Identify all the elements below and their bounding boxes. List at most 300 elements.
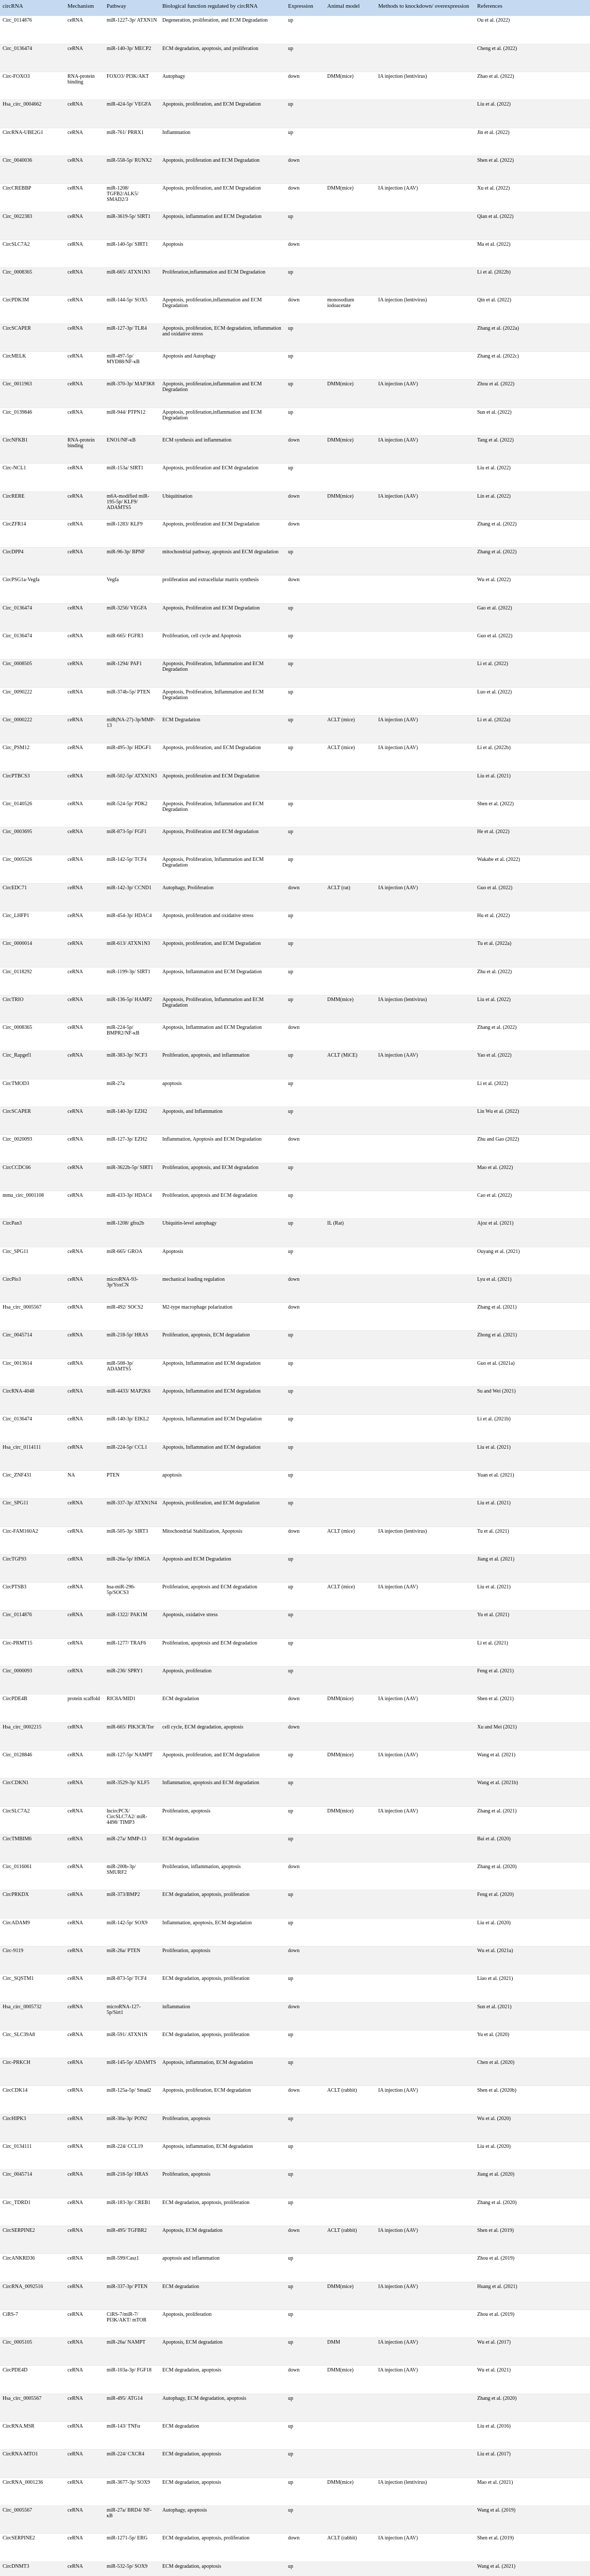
animal-model-cell — [325, 632, 376, 659]
function-cell: Apoptosis and ECM Degradation — [160, 1554, 285, 1582]
circrna-cell: Circ_ZNF431 — [3, 1472, 32, 1478]
mechanism-cell: ceRNA — [65, 212, 104, 240]
table-row — [0, 1638, 590, 1666]
table-row — [0, 1415, 590, 1443]
methods-cell — [376, 967, 475, 995]
animal-model-cell: monosodium iodoacetate — [327, 297, 355, 309]
table-row — [0, 352, 590, 380]
table-row — [0, 548, 590, 575]
animal-model-cell: ACLT (MiCE) — [325, 1051, 376, 1079]
methods-cell — [376, 939, 475, 967]
methods-cell — [376, 1415, 475, 1443]
mechanism-cell: ceRNA — [65, 2170, 104, 2198]
reference-cell: Zhu et al. (2022) — [477, 969, 512, 975]
function-cell: Apoptosis, ECM degradation — [160, 2226, 285, 2253]
pathway-cell: miR-1271-5p/ ERG — [107, 2535, 148, 2541]
reference-cell: Cao et al. (2022) — [477, 1192, 512, 1198]
mechanism-cell: ceRNA — [68, 2088, 83, 2094]
table-row — [0, 1163, 590, 1191]
table-row — [0, 1554, 590, 1582]
table-row — [0, 2534, 590, 2562]
pathway-cell: miR-873-5p/ TCF4 — [107, 1976, 147, 1982]
expression-cell: up — [285, 2282, 325, 2310]
methods-cell — [376, 687, 475, 715]
function-cell: Apoptosis, proliferation — [160, 1667, 285, 1694]
methods-cell: IA injection (lentivirus) — [378, 74, 427, 80]
methods-cell — [376, 827, 475, 855]
table-row — [0, 1778, 590, 1806]
expression-cell: up — [285, 939, 325, 967]
methods-cell — [376, 659, 475, 687]
circrna-cell: Circ_0040036 — [0, 156, 65, 183]
pathway-cell: microRNA-127-5p/Sirt1 — [104, 2002, 160, 2030]
pathway-cell: miR-140-3p/ MECP2 — [104, 44, 160, 72]
animal-model-cell — [325, 1778, 376, 1806]
col-header-circrna: circRNA — [0, 0, 65, 16]
function-cell: Apoptosis, proliferation,inflammation and ECM Degradation — [162, 297, 262, 309]
methods-cell — [376, 1890, 475, 1918]
table-row — [0, 2338, 590, 2366]
mechanism-cell: ceRNA — [65, 380, 104, 408]
pathway-cell: miR-599/Casz1 — [107, 2256, 139, 2262]
animal-model-cell — [325, 16, 376, 44]
pathway-cell: miR-200b-3p/ SMURF2 — [107, 1864, 136, 1876]
animal-model-cell — [325, 1974, 376, 2002]
expression-cell: up — [288, 2031, 293, 2038]
table-row — [0, 212, 590, 240]
circrna-cell: Circ_SLC39A8 — [3, 2031, 35, 2038]
expression-cell: up — [288, 1920, 293, 1926]
animal-model-cell — [325, 1135, 376, 1163]
reference-cell: Zhang et al. (2022) — [475, 548, 590, 575]
animal-model-cell — [325, 799, 376, 827]
circrna-cell: Circ_0136474 — [3, 1416, 32, 1422]
expression-cell: up — [288, 689, 293, 695]
animal-model-cell — [325, 575, 376, 603]
table-row — [0, 2086, 590, 2114]
expression-cell: up — [285, 659, 325, 687]
expression-cell: up — [285, 1890, 325, 1918]
expression-cell: down — [288, 1696, 300, 1702]
animal-model-cell: DMM(mice) — [327, 2367, 354, 2374]
function-cell: ECM degradation, apoptosis — [162, 2367, 222, 2374]
mechanism-cell: ceRNA — [65, 1163, 104, 1191]
mechanism-cell: ceRNA — [65, 44, 104, 72]
pathway-cell: miR-4433/ MAP2K6 — [104, 1387, 160, 1415]
methods-cell — [376, 44, 475, 72]
table-row — [0, 156, 590, 183]
table-row — [0, 2422, 590, 2450]
mechanism-cell: ceRNA — [68, 353, 83, 360]
circrna-cell: Circ-FAM160A2 — [3, 1528, 38, 1534]
animal-model-cell: DMM(mice) — [325, 492, 376, 519]
table-row — [0, 659, 590, 687]
expression-cell: up — [285, 2058, 325, 2086]
expression-cell: up — [288, 1752, 293, 1758]
animal-model-cell: DMM(mice) — [325, 2282, 376, 2310]
function-cell: Proliferation, cell cycle and Apoptosis — [162, 633, 242, 639]
pathway-cell: miR-224-5p/ BMPR2/NF-κB — [107, 1025, 140, 1037]
pathway-cell: miR-236/ SPRY1 — [104, 1667, 160, 1694]
pathway-cell: m6A-modified miR-195-5p/ KLF9/ ADAMTS5 — [104, 492, 160, 519]
circrna-cell: Hsa_circ_0114111 — [0, 1443, 65, 1470]
reference-cell: Tang et al. (2022) — [475, 435, 590, 463]
mechanism-cell: ceRNA — [65, 2562, 104, 2576]
function-cell: ECM degradation, apoptosis — [160, 2562, 285, 2576]
reference-cell: Li et al. (2021b) — [477, 1416, 511, 1422]
table-row — [0, 240, 590, 267]
methods-cell: IA injection (AAV) — [378, 745, 418, 751]
table-row — [0, 2282, 590, 2310]
function-cell: ECM degradation — [162, 1696, 199, 1702]
pathway-cell: microRNA-93-3p/YoxCN — [104, 1275, 160, 1302]
mechanism-cell: ceRNA — [68, 745, 83, 751]
reference-cell: Liu et al. (2016) — [477, 2424, 511, 2430]
mechanism-cell: ceRNA — [68, 1025, 83, 1031]
expression-cell: up — [288, 969, 293, 975]
function-cell: Proliferation, inflammation, apoptosis — [162, 1864, 241, 1870]
reference-cell: Shen et al. (2021) — [477, 1696, 514, 1702]
function-cell: Apoptosis, Inflammation and ECM degradation — [162, 1360, 261, 1366]
function-cell: Apoptosis, Inflammation and ECM Degradation — [162, 969, 262, 975]
expression-cell — [285, 771, 325, 799]
expression-cell: up — [285, 2562, 325, 2576]
expression-cell: up — [288, 353, 293, 360]
methods-cell: IA injection (AAV) — [376, 2338, 475, 2366]
table-row — [0, 1247, 590, 1275]
reference-cell: He et al. (2022) — [475, 827, 590, 855]
animal-model-cell: ACLT (mice) — [327, 1528, 355, 1534]
col-header-methods: Methods to knockdown/ overexpression — [376, 0, 475, 16]
animal-model-cell: ACLT (rat) — [325, 883, 376, 911]
table-row — [0, 1023, 590, 1051]
function-cell: Apoptosis, ECM degradation — [160, 2338, 285, 2366]
circrna-cell: Circ_0139846 — [3, 409, 32, 415]
circrna-cell: CircTGF93 — [0, 1554, 65, 1582]
animal-model-cell — [325, 1554, 376, 1582]
expression-cell: up — [288, 1640, 293, 1646]
animal-model-cell — [325, 44, 376, 72]
circrna-cell: Hsa_circ_0004662 — [0, 100, 65, 128]
expression-cell: up — [285, 1107, 325, 1135]
circrna-cell: Circ_0136474 — [0, 603, 65, 631]
methods-cell: IA injection (AAV) — [376, 883, 475, 911]
expression-cell: up — [285, 2114, 325, 2142]
function-cell: ECM degradation, apoptosis — [162, 2479, 222, 2485]
methods-cell: IA injection (AAV) — [376, 2282, 475, 2310]
animal-model-cell: IL (Rat) — [325, 1219, 376, 1247]
function-cell: Apoptosis, proliferation, and ECM Degradation — [162, 745, 261, 751]
table-row — [0, 1527, 590, 1554]
animal-model-cell — [325, 2114, 376, 2142]
circrna-cell: CircPDK3M — [3, 297, 29, 303]
methods-cell — [376, 1499, 475, 1527]
methods-cell — [376, 2002, 475, 2030]
circrna-cell: Circ-9119 — [0, 1946, 65, 1974]
function-cell: Mitochondrial Stabilization, Apoptosis — [162, 1528, 243, 1534]
function-cell: Proliferation, apoptosis — [160, 2170, 285, 2198]
circrna-cell: CircRNA-UBE2G1 — [3, 129, 43, 135]
methods-cell — [376, 2562, 475, 2576]
pathway-cell: Vegfa — [107, 577, 119, 583]
pathway-cell: miR-1277/ TRAF6 — [107, 1640, 146, 1646]
animal-model-cell — [325, 1107, 376, 1135]
animal-model-cell — [325, 2170, 376, 2198]
methods-cell — [376, 268, 475, 296]
mechanism-cell: ceRNA — [65, 659, 104, 687]
expression-cell: up — [285, 1219, 325, 1247]
methods-cell — [376, 2030, 475, 2058]
pathway-cell: miR-27a/ MMP-13 — [104, 1834, 160, 1862]
function-cell: cell cycle, ECM degradation, apoptosis — [160, 1722, 285, 1750]
expression-cell: up — [285, 548, 325, 575]
expression-cell: up — [285, 1499, 325, 1527]
mechanism-cell: ceRNA — [68, 857, 83, 863]
function-cell: Apoptosis, proliferation and ECM Degradation — [160, 156, 285, 183]
function-cell: Apoptosis, proliferation, and ECM Degradation — [162, 185, 261, 192]
animal-model-cell — [325, 1890, 376, 1918]
table-row — [0, 519, 590, 547]
reference-cell: Guo et al. (2022) — [475, 883, 590, 911]
pathway-cell: miR-665/ FGFR3 — [107, 633, 143, 639]
reference-cell: Li et al. (2022) — [475, 659, 590, 687]
circrna-cell: Circ_0114876 — [3, 18, 32, 23]
expression-cell: up — [288, 745, 293, 751]
animal-model-cell — [325, 2422, 376, 2450]
table-row — [0, 1834, 590, 1862]
function-cell: Proliferation, apoptosis — [162, 1808, 211, 1814]
circrna-cell: Circ_0000093 — [0, 1667, 65, 1694]
table-row — [0, 1611, 590, 1638]
function-cell: Apoptosis, proliferation and oxidative stress — [162, 913, 254, 919]
animal-model-cell — [325, 1415, 376, 1443]
circrna-cell: CircDPP4 — [0, 548, 65, 575]
methods-cell — [376, 1918, 475, 1946]
function-cell: Apoptosis, Inflammation and ECM degradation — [160, 1443, 285, 1470]
reference-cell: Liu et al. (2017) — [475, 2450, 590, 2478]
mechanism-cell: ceRNA — [68, 1192, 83, 1198]
animal-model-cell — [325, 603, 376, 631]
animal-model-cell — [325, 268, 376, 296]
function-cell: apoptosis — [162, 1472, 182, 1478]
reference-cell: Zhang et al. (2022a) — [475, 324, 590, 351]
circrna-cell: Circ_SPG11 — [3, 1248, 29, 1255]
reference-cell: Liu et al. (2020) — [477, 1920, 511, 1926]
function-cell: Apoptosis and Autophagy — [162, 353, 216, 360]
animal-model-cell — [325, 212, 376, 240]
reference-cell: Feng et al. (2021) — [475, 1667, 590, 1694]
table-row — [0, 268, 590, 296]
methods-cell: IA injection (AAV) — [378, 2088, 418, 2094]
expression-cell: up — [285, 827, 325, 855]
expression-cell: down — [285, 883, 325, 911]
mechanism-cell: ceRNA — [65, 2226, 104, 2253]
col-header-animal-model: Animal model — [325, 0, 376, 16]
methods-cell — [376, 2422, 475, 2450]
methods-cell — [376, 1638, 475, 1666]
mechanism-cell: ceRNA — [65, 715, 104, 743]
table-row — [0, 464, 590, 492]
pathway-cell: miR-454-3p/ HDAC4 — [107, 913, 152, 919]
methods-cell — [376, 1107, 475, 1135]
animal-model-cell — [325, 2030, 376, 2058]
circrna-cell: CircTRIO — [0, 995, 65, 1023]
reference-cell: Zhang et al. (2022) — [477, 521, 517, 527]
pathway-cell: miR-1208/ gfrα2b — [104, 1219, 160, 1247]
animal-model-cell: ACLT (rabbit) — [325, 2226, 376, 2253]
col-header-references: References — [475, 0, 590, 16]
animal-model-cell — [325, 1638, 376, 1666]
mechanism-cell: ceRNA — [68, 2479, 83, 2485]
circrna-cell: CircSCAPER — [0, 1107, 65, 1135]
circrna-cell: Circ_SQSTM1 — [3, 1976, 34, 1982]
expression-cell: down — [288, 1137, 300, 1143]
pathway-cell: miR-524-5p/ PDK2 — [107, 801, 148, 807]
circrna-cell: Circ_0008505 — [0, 659, 65, 687]
pathway-cell: FOXO3/ PI3K/AKT — [107, 74, 149, 80]
animal-model-cell — [325, 1918, 376, 1946]
pathway-cell: miR-218-5p/ HRAS — [104, 2170, 160, 2198]
circrna-cell: CircRNA-4048 — [0, 1387, 65, 1415]
methods-cell — [376, 632, 475, 659]
mechanism-cell: ceRNA — [65, 268, 104, 296]
circrna-cell: Circ_0128846 — [3, 1752, 32, 1758]
function-cell: Apoptosis, Proliferation, Inflammation and ECM Degradation — [162, 801, 264, 812]
function-cell: Apoptosis, proliferation, ECM degradation — [162, 2088, 251, 2094]
reference-cell: Zhang et al. (2021) — [477, 1808, 517, 1814]
methods-cell — [376, 771, 475, 799]
reference-cell: Wang et al. (2021b) — [475, 1778, 590, 1806]
circrna-cell: CircCREBBP — [3, 185, 31, 192]
pathway-cell: miR-26a/ NAMPT — [104, 2338, 160, 2366]
pathway-cell: miR-337-3p/ PTEN — [104, 2282, 160, 2310]
reference-cell: Qian et al. (2022) — [475, 212, 590, 240]
pathway-cell: miR-1294/ PAF1 — [104, 659, 160, 687]
function-cell: ECM degradation — [160, 2282, 285, 2310]
expression-cell: up — [288, 913, 293, 919]
table-row — [0, 1862, 590, 1890]
animal-model-cell — [325, 659, 376, 687]
expression-cell: down — [288, 577, 300, 583]
circrna-cell: CircMELK — [3, 353, 26, 360]
animal-model-cell — [325, 1359, 376, 1386]
expression-cell: down — [288, 297, 300, 303]
reference-cell: Wakabe et al. (2022) — [477, 857, 520, 863]
animal-model-cell — [325, 2505, 376, 2533]
reference-cell: Liu et al. (2020) — [477, 2144, 511, 2150]
mechanism-cell: ceRNA — [65, 156, 104, 183]
mechanism-cell: ceRNA — [68, 913, 83, 919]
table-row — [0, 1191, 590, 1218]
reference-cell: Xu et al. (2022) — [477, 185, 510, 192]
reference-cell: Jiang et al. (2021) — [475, 1554, 590, 1582]
pathway-cell: miR-136-5p/ HAMP2 — [104, 995, 160, 1023]
methods-cell — [376, 2198, 475, 2226]
expression-cell: down — [285, 1946, 325, 1974]
mechanism-cell: ceRNA — [65, 1554, 104, 1582]
expression-cell: up — [288, 465, 293, 471]
circrna-cell: CircRNA_0001236 — [3, 2479, 43, 2485]
pathway-cell: miR-665/ GROA — [107, 1248, 143, 1255]
animal-model-cell — [325, 1667, 376, 1694]
mechanism-cell: ceRNA — [68, 465, 83, 471]
pathway-cell: miR-27a — [107, 1080, 125, 1087]
pathway-cell: miR-761/ PRRX1 — [107, 129, 144, 135]
reference-cell: Lin et al. (2022) — [475, 492, 590, 519]
methods-cell — [376, 1722, 475, 1750]
circrna-cell: Circ_0000014 — [0, 939, 65, 967]
function-cell: Apoptosis, proliferation, ECM degradation, inflammation and oxidative stress — [160, 324, 285, 351]
mechanism-cell: ceRNA — [68, 185, 83, 192]
function-cell: Inflammation, Apoptosis and ECM Degradation — [162, 1137, 262, 1143]
mechanism-cell: ceRNA — [68, 2144, 83, 2150]
expression-cell: up — [285, 2450, 325, 2478]
expression-cell: up — [288, 409, 293, 415]
mechanism-cell: ceRNA — [65, 492, 104, 519]
pathway-cell: miR-1283/ KLF9 — [107, 521, 143, 527]
table-row — [0, 1499, 590, 1527]
table-row — [0, 1303, 590, 1331]
mechanism-cell — [65, 1219, 104, 1247]
pathway-cell: miR-224/ CXCR4 — [104, 2450, 160, 2478]
expression-cell: up — [285, 1778, 325, 1806]
reference-cell: Zhang et al. (2022) — [477, 1025, 517, 1031]
mechanism-cell: ceRNA — [68, 1584, 83, 1590]
circrna-cell: CiRS-7 — [3, 2311, 19, 2317]
table-row — [0, 1387, 590, 1415]
circrna-cell: Circ-NCL1 — [3, 465, 26, 471]
expression-cell: up — [285, 380, 325, 408]
function-cell: Autophagy, ECM degradation, apoptosis — [160, 2394, 285, 2421]
expression-cell: up — [285, 2505, 325, 2533]
expression-cell: up — [285, 1051, 325, 1079]
pathway-cell: miR-558-5p/ RUNX2 — [104, 156, 160, 183]
reference-cell: Shen et al. (2022) — [475, 156, 590, 183]
mechanism-cell: ceRNA — [68, 2424, 83, 2430]
circrna-cell: CircTMBIM6 — [0, 1834, 65, 1862]
table-row — [0, 827, 590, 855]
expression-cell: up — [288, 633, 293, 639]
pathway-cell: miR-505-3p/ SIRT3 — [107, 1528, 148, 1534]
animal-model-cell — [325, 2002, 376, 2030]
pathway-cell: miR-183-3p/ CREB1 — [107, 2199, 151, 2206]
function-cell: mitochondrial pathway, apoptosis and ECM degradation — [160, 548, 285, 575]
mechanism-cell: ceRNA — [65, 2002, 104, 2030]
reference-cell: Ouyang et al. (2021) — [477, 1248, 520, 1255]
reference-cell: Luo et al. (2022) — [477, 689, 512, 695]
function-cell: Apoptosis, Proliferation, Inflammation and ECM Degradation — [160, 659, 285, 687]
mechanism-cell: ceRNA — [65, 1107, 104, 1135]
mechanism-cell: ceRNA — [65, 1722, 104, 1750]
pathway-cell: miR-591/ ATXN1N — [107, 2031, 148, 2038]
function-cell: Apoptosis, inflammation, ECM degradation — [160, 2058, 285, 2086]
table-row — [0, 1918, 590, 1946]
methods-cell — [376, 2505, 475, 2533]
function-cell: Apoptosis, Inflammation and ECM Degradation — [162, 1025, 262, 1031]
function-cell: Inflammation, apoptosis, ECM degradation — [162, 1920, 252, 1926]
mechanism-cell — [65, 1079, 104, 1107]
animal-model-cell — [325, 408, 376, 435]
table-row — [0, 967, 590, 995]
animal-model-cell — [325, 1611, 376, 1638]
circrna-cell: CircSLC7A2 — [3, 241, 30, 247]
mechanism-cell: ceRNA — [65, 939, 104, 967]
circrna-cell: CircZFR14 — [3, 521, 26, 527]
function-cell: Inflammation, apoptosis and ECM degradation — [160, 1778, 285, 1806]
table-row — [0, 2562, 590, 2576]
methods-cell — [376, 1862, 475, 1890]
expression-cell: up — [285, 324, 325, 351]
